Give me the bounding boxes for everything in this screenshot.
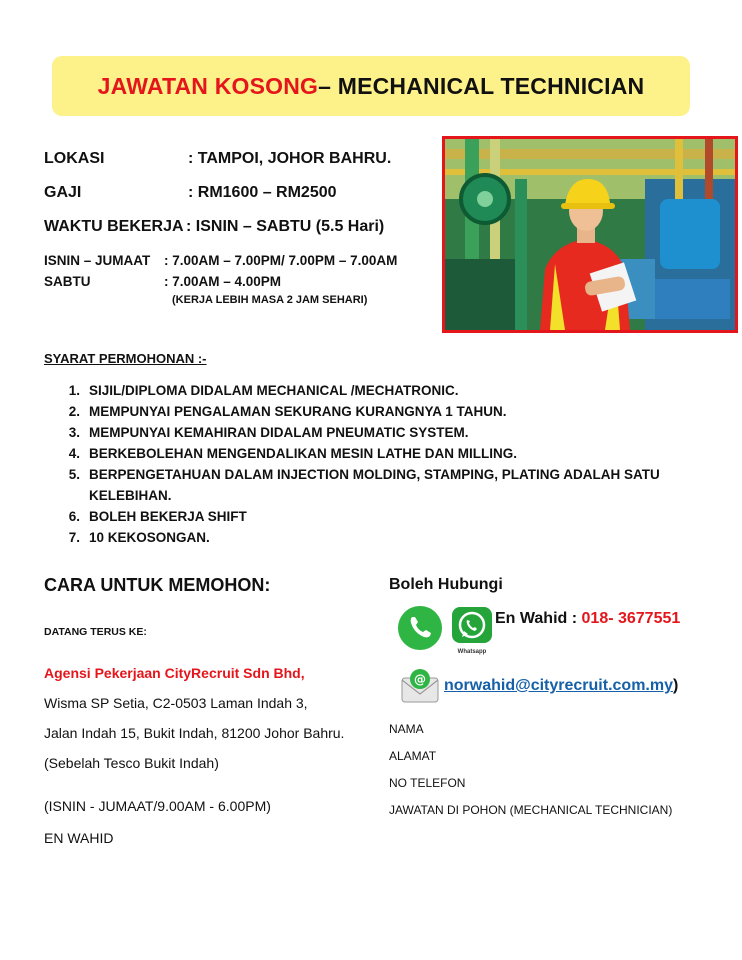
technician-photo-illustration — [445, 139, 735, 330]
email-link[interactable]: norwahid@cityrecruit.com.my — [444, 677, 673, 694]
requirement-item — [56, 506, 696, 527]
email-icon — [400, 668, 440, 704]
requirement-number: 7. — [68, 530, 80, 545]
requirement-text: SIJIL/DIPLOMA DIDALAM MECHANICAL /MECHATRONIC. — [89, 383, 459, 398]
apply-heading: CARA UNTUK MEMOHON: — [44, 575, 271, 595]
requirement-text: BERPENGETAHUAN DALAM INJECTION MOLDING, STAMPING, PLATING ADALAH SATU KELEBIHAN. — [89, 467, 660, 503]
requirement-item — [56, 464, 696, 506]
whatsapp-icon — [451, 606, 493, 655]
salary-label: GAJI — [44, 184, 82, 201]
required-field-address: ALAMAT — [389, 749, 437, 763]
technician-photo — [442, 136, 738, 333]
saturday-value: : 7.00AM – 4.00PM — [164, 274, 282, 289]
hours-label: WAKTU BEKERJA — [44, 218, 184, 235]
required-field-phone: NO TELEFON — [389, 776, 466, 790]
required-field-position: JAWATAN DI POHON (MECHANICAL TECHNICIAN) — [389, 803, 673, 817]
requirement-text: BOLEH BEKERJA SHIFT — [89, 509, 247, 524]
whatsapp-glyph — [451, 606, 493, 644]
requirement-number: 1. — [68, 383, 80, 398]
requirement-number: 5. — [68, 467, 80, 482]
address-line-3: (Sebelah Tesco Bukit Indah) — [44, 755, 219, 771]
requirement-item — [56, 443, 696, 464]
email-closing-paren: ) — [673, 677, 679, 694]
requirement-item — [56, 401, 696, 422]
location-label: LOKASI — [44, 150, 105, 167]
requirements-heading: SYARAT PERMOHONAN :- — [44, 351, 207, 366]
title-red-text: JAWATAN KOSONG — [97, 72, 319, 99]
requirement-item — [56, 380, 696, 401]
walk-in-label: DATANG TERUS KE: — [44, 626, 147, 638]
requirement-item — [56, 422, 696, 443]
salary-value: : RM1600 – RM2500 — [188, 184, 337, 201]
requirement-text: 10 KEKOSONGAN. — [89, 530, 210, 545]
requirement-number: 4. — [68, 446, 80, 461]
whatsapp-caption: Whatsapp — [457, 649, 487, 655]
location-value: : TAMPOI, JOHOR BAHRU. — [188, 150, 392, 167]
requirement-number: 3. — [68, 425, 80, 440]
weekday-value: : 7.00AM – 7.00PM/ 7.00PM – 7.00AM — [164, 253, 398, 268]
saturday-label: SABTU — [44, 274, 91, 289]
title-dark-text: – MECHANICAL TECHNICIAN — [318, 72, 645, 99]
requirements-list — [56, 380, 696, 548]
office-hours: (ISNIN - JUMAAT/9.00AM - 6.00PM) — [44, 798, 271, 814]
requirement-number: 6. — [68, 509, 80, 524]
address-line-2: Jalan Indah 15, Bukit Indah, 81200 Johor Bahru. — [44, 725, 345, 741]
contact-phone-line — [495, 610, 680, 628]
email-line — [444, 677, 678, 695]
contact-phone: 018- 3677551 — [581, 610, 681, 627]
title-banner — [52, 56, 690, 116]
agency-name-line — [44, 665, 305, 683]
agency-name: Agensi Pekerjaan CityRecruit Sdn Bhd — [44, 665, 301, 681]
agency-comma: , — [300, 665, 305, 681]
weekday-label: ISNIN – JUMAAT — [44, 253, 151, 268]
requirement-text: BERKEBOLEHAN MENGENDALIKAN MESIN LATHE DAN MILLING. — [89, 446, 517, 461]
hours-value: : ISNIN – SABTU (5.5 Hari) — [186, 218, 385, 235]
overtime-note: (KERJA LEBIH MASA 2 JAM SEHARI) — [172, 294, 368, 306]
contact-name: En Wahid : — [495, 610, 582, 627]
requirement-item — [56, 527, 696, 548]
requirement-text: MEMPUNYAI KEMAHIRAN DIDALAM PNEUMATIC SYSTEM. — [89, 425, 469, 440]
contact-heading: Boleh Hubungi — [389, 576, 503, 593]
address-line-1: Wisma SP Setia, C2-0503 Laman Indah 3, — [44, 695, 308, 711]
phone-icon — [397, 605, 443, 651]
required-field-name: NAMA — [389, 722, 424, 736]
contact-person: EN WAHID — [44, 830, 114, 846]
requirement-text: MEMPUNYAI PENGALAMAN SEKURANG KURANGNYA 1 TAHUN. — [89, 404, 507, 419]
requirement-number: 2. — [68, 404, 80, 419]
email-icon-glyph: @ — [414, 672, 426, 687]
